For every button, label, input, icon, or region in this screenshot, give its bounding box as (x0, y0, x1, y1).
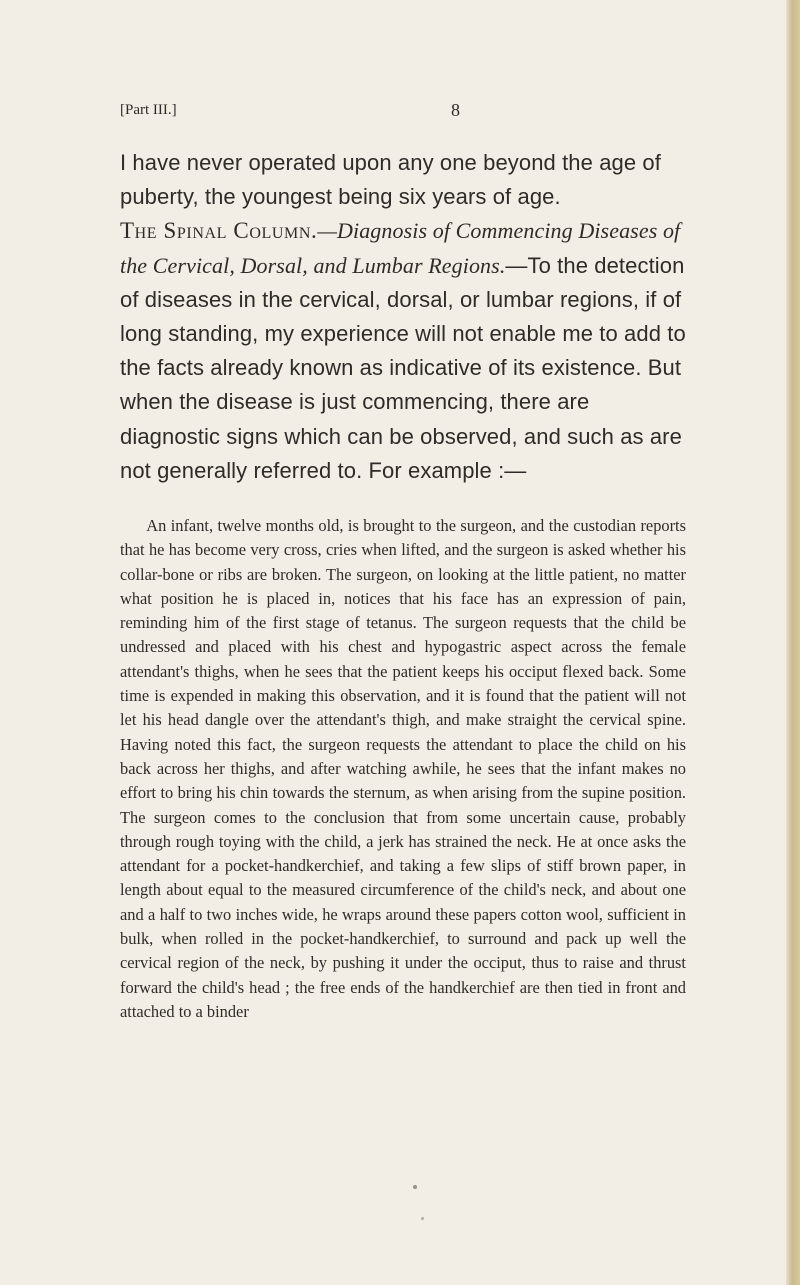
paragraph-infant-example: An infant, twelve months old, is brought to the surgeon, and the custodian reports that he has become very cross, cries when lifted, and the surgeon is asked whether his collar-bone or ribs are broken. The surgeon, on looking at the little patient, no matter what position he is placed in, notices that his face has an expression of pain, reminding him of the first stage of tetanus. The surgeon requests that the child be undressed and placed with his chest and hypogastric aspect across the female attendant's thighs, when he sees that the patient keeps his occiput flexed back. Some time is expended in making this observation, and it is found that the patient will not let his head dangle over the attendant's thigh, and make straight the cervical spine. Having noted this fact, the surgeon requests the attendant to place the child on his back across her thighs, and after watching awhile, he sees that the infant makes no effort to bring his chin towards the sternum, as when arising from the supine position. The surgeon comes to the conclusion that from some uncertain cause, probably through rough toying with the child, a jerk has strained the neck. He at once asks the attendant for a pocket-handkerchief, and taking a few slips of stiff brown paper, in length about equal to the measured circumference of the child's neck, and about one and a half to two inches wide, he wraps around these papers cotton wool, sufficient in bulk, when rolled in the pocket-handkerchief, to surround and pack up well the cervical region of the neck, by pushing it under the occiput, thus to raise and thrust forward the child's head ; the free ends of the handkerchief are then tied in front and attached to a binder (120, 516, 686, 1021)
example-text (120, 514, 686, 1024)
section-spinal-column (120, 214, 688, 488)
speck (413, 1185, 417, 1189)
section-text: —To the detection of diseases in the cervical, dorsal, or lumbar regions, if of long standing, my experience will not enable me to add to the facts already known as indicative of its existence. But when the disease is just commencing, there are diagnostic signs which can be observed, and such as are not generally referred to. For example :— (120, 252, 686, 483)
section-subheading: —Diagnosis of Commencing Diseases of the Cervical, Dorsal, and Lumbar Regions. (120, 218, 681, 278)
page-number: 8 (451, 100, 460, 120)
section-heading: The Spinal Column. (120, 218, 318, 244)
speck (421, 1217, 424, 1220)
paragraph-puberty: I have never operated upon any one beyond the age of puberty, the youngest being six years of age. (120, 150, 661, 210)
main-text (120, 146, 688, 488)
running-header (120, 102, 680, 132)
part-label: [Part III.] (120, 102, 177, 118)
page-edge (786, 0, 800, 1285)
